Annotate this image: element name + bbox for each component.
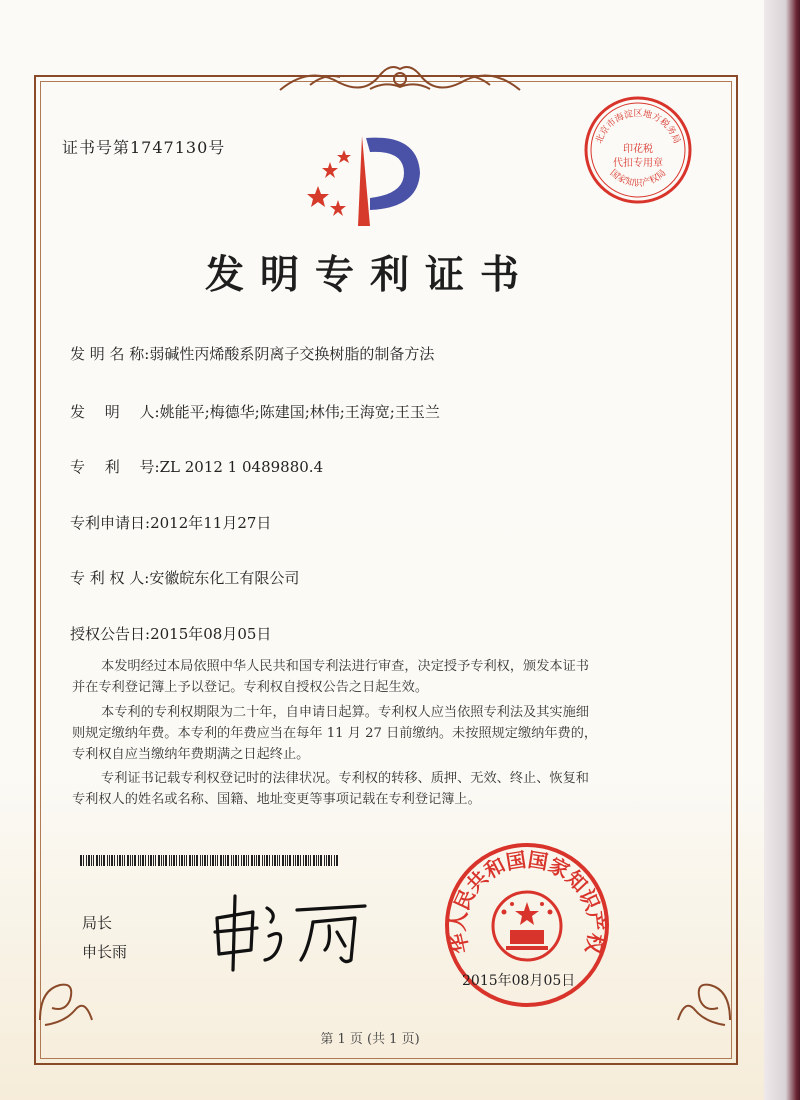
field-inventors xyxy=(70,401,440,422)
corner-ornament-bottom-right xyxy=(670,960,740,1030)
seal-big-text: 华人民共和国国家知识产权 xyxy=(445,847,609,956)
seal-small-middle-text-2: 代扣专用章 xyxy=(613,158,663,169)
binding-edge xyxy=(764,0,800,1100)
paragraph-line: 并在专利登记簿上予以登记。专利权自授权公告之日起生效。 xyxy=(72,680,429,695)
field-value: 安徽皖东化工有限公司 xyxy=(149,569,300,587)
field-patentee xyxy=(70,567,299,588)
field-application-date xyxy=(70,512,271,533)
field-value: ZL 2012 1 0489880.4 xyxy=(159,458,324,476)
field-grant-date xyxy=(70,623,271,644)
field-label: 发 明 人: xyxy=(70,403,160,421)
paragraph-line: 专利权人的姓名或名称、国籍、地址变更等事项记载在专利登记簿上。 xyxy=(72,792,481,807)
director-title: 局长 xyxy=(82,914,113,932)
field-value: 姚能平;梅德华;陈建国;林伟;王海宽;王玉兰 xyxy=(159,403,440,421)
field-value: 2012年11月27日 xyxy=(150,514,272,532)
page-number: 第 1 页 (共 1 页) xyxy=(320,1032,420,1047)
paragraph-line: 专利证书记载专利权登记时的法律状况。专利权的转移、质押、无效、终止、恢复和 xyxy=(101,771,589,786)
field-value: 2015年08月05日 xyxy=(150,625,272,643)
paragraph-line: 本专利的专利权期限为二十年，自申请日起算。专利权人应当依照专利法及其实施细 xyxy=(101,705,589,720)
field-label: 专利申请日: xyxy=(70,514,151,532)
paragraph-line: 专利权自应当缴纳年费期满之日起终止。 xyxy=(72,747,310,762)
paragraph-line: 本发明经过本局依照中华人民共和国专利法进行审查，决定授予专利权，颁发本证书 xyxy=(101,659,589,674)
field-patent-number xyxy=(70,456,323,477)
certificate-title: 发明专利证书 xyxy=(204,253,535,298)
national-emblem-icon xyxy=(493,892,561,960)
grant-date-signature: 2015年08月05日 xyxy=(462,973,576,989)
certificate-number: 证书号第1747130号 xyxy=(62,138,226,157)
paragraph-line: 则规定缴纳年费。本专利的年费应当在每年 11 月 27 日前缴纳。未按照规定缴纳年费的， xyxy=(72,726,598,741)
field-label: 授权公告日: xyxy=(70,625,151,643)
paragraph-term xyxy=(72,702,672,765)
corner-ornament-bottom-left xyxy=(30,960,100,1030)
paragraph-grant xyxy=(72,656,672,698)
field-label: 发 明 名 称: xyxy=(70,345,150,363)
seal-small-middle-text: 印花税 xyxy=(623,144,653,155)
paragraph-legal-status xyxy=(72,768,672,810)
svg-text:北京市海淀区地方税务局 xyxy=(593,107,683,145)
seal-small-bottom-text: 国家知识产权局 xyxy=(607,168,669,189)
tax-stamp-seal xyxy=(582,94,694,206)
field-label: 专 利 权 人: xyxy=(70,569,150,587)
seal-small-top-text: 北京市海淀区地方税务局 xyxy=(594,109,682,146)
director-name: 申长雨 xyxy=(82,943,128,961)
svg-text:国家知识产权局 xyxy=(608,168,669,189)
director-signature xyxy=(205,888,375,973)
field-label: 专 利 号: xyxy=(70,458,160,476)
patent-office-logo xyxy=(300,128,430,228)
barcode xyxy=(80,855,340,866)
field-value: 弱碱性丙烯酸系阴离子交换树脂的制备方法 xyxy=(149,345,435,363)
top-ornament xyxy=(270,55,530,100)
field-invention-name xyxy=(70,343,434,364)
